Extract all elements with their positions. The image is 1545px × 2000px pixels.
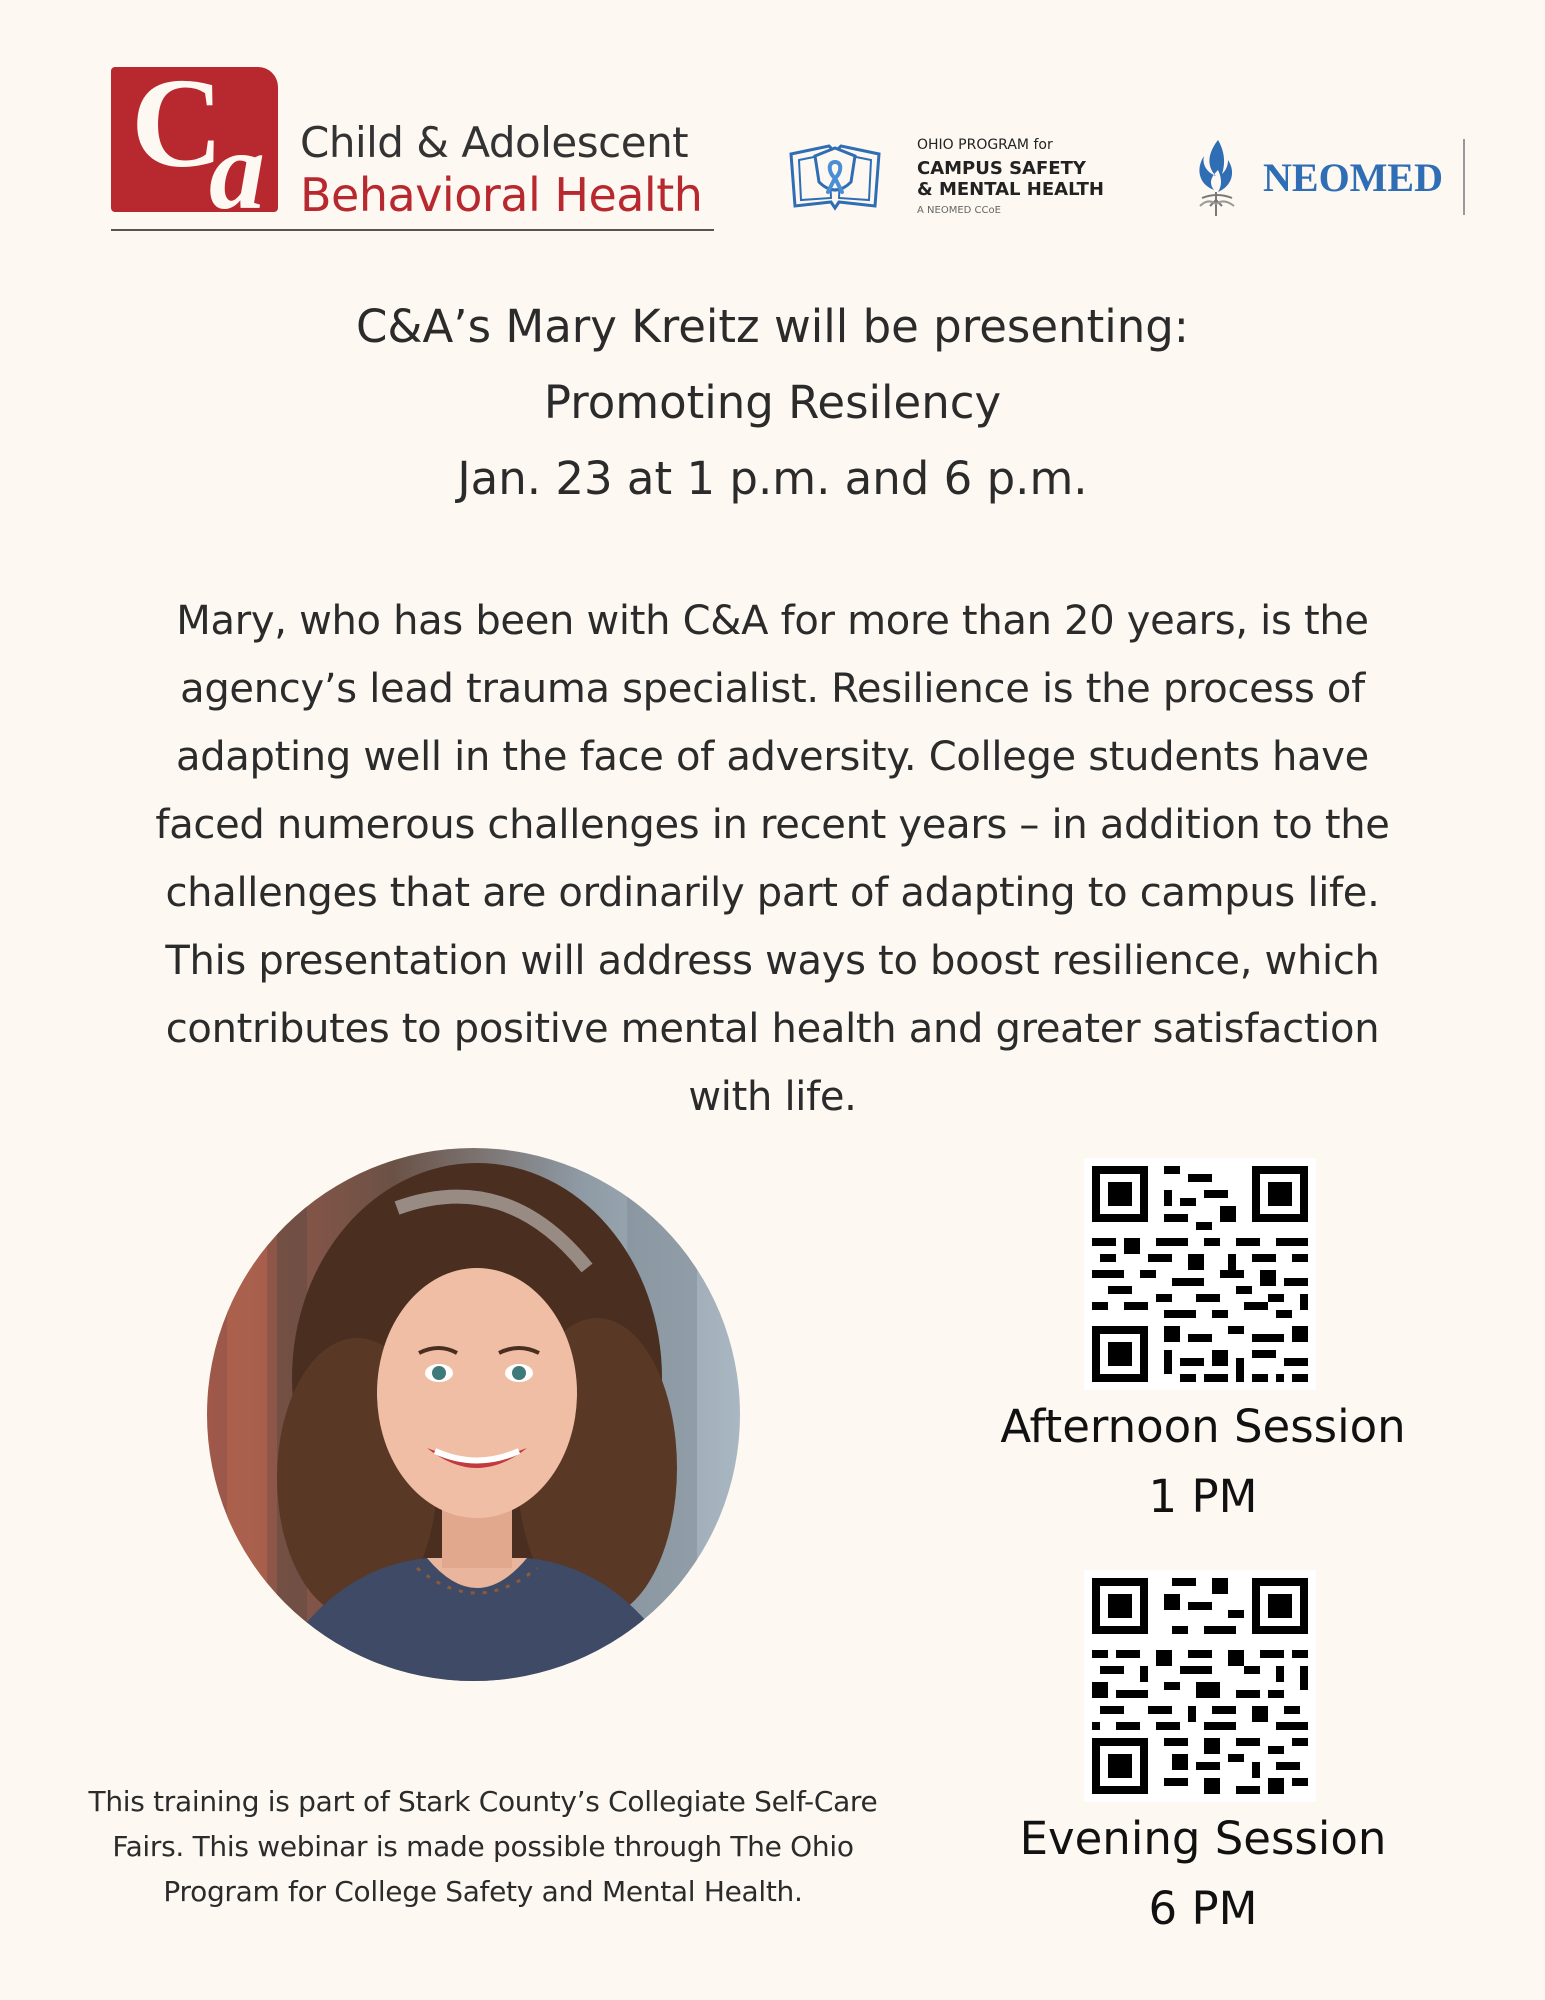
evening-session-time: 6 PM xyxy=(1148,1882,1258,1935)
description-line: agency’s lead trauma specialist. Resilience is the process of xyxy=(180,666,1365,712)
afternoon-session-time: 1 PM xyxy=(1148,1470,1258,1523)
description-line: faced numerous challenges in recent years – in addition to the xyxy=(155,802,1390,848)
ohio-program-line-2: CAMPUS SAFETY xyxy=(917,158,1086,179)
ca-logo-mark xyxy=(111,67,278,212)
headline-title: Promoting Resilency xyxy=(543,376,1002,429)
description-line: with life. xyxy=(688,1074,857,1120)
footer-line-2: Fairs. This webinar is made possible through The Ohio xyxy=(112,1830,854,1863)
headline-presenter: C&A’s Mary Kreitz will be presenting: xyxy=(356,300,1189,353)
qr-code-afternoon[interactable] xyxy=(1084,1158,1316,1390)
ohio-program-book-icon xyxy=(785,136,885,216)
ca-name-line-1: Child & Adolescent xyxy=(300,118,689,167)
description-line: Mary, who has been with C&A for more than 20 years, is the xyxy=(176,598,1369,644)
afternoon-session-label: Afternoon Session xyxy=(1000,1400,1406,1453)
description-line: challenges that are ordinarily part of adapting to campus life. xyxy=(165,870,1380,916)
qr-code-evening[interactable] xyxy=(1084,1570,1316,1802)
description-line: This presentation will address ways to boost resilience, which xyxy=(165,938,1380,984)
description-line: contributes to positive mental health and greater satisfaction xyxy=(165,1006,1380,1052)
headline-date: Jan. 23 at 1 p.m. and 6 p.m. xyxy=(457,452,1088,505)
presenter-photo xyxy=(207,1148,740,1681)
neomed-flame-icon xyxy=(1192,136,1242,220)
ca-logo-letter-a: a xyxy=(209,109,265,212)
ohio-program-line-4: A NEOMED CCoE xyxy=(917,205,1001,216)
neomed-wordmark: NEOMED xyxy=(1263,155,1443,200)
neomed-divider xyxy=(1463,139,1465,215)
ohio-program-line-3: & MENTAL HEALTH xyxy=(917,179,1104,200)
evening-session-label: Evening Session xyxy=(1019,1812,1387,1865)
ca-logo-underline xyxy=(111,229,714,231)
description-line: adapting well in the face of adversity. College students have xyxy=(176,734,1369,780)
footer-line-1: This training is part of Stark County’s Collegiate Self-Care xyxy=(88,1785,878,1818)
ca-logo-letter-c: C xyxy=(131,67,224,194)
ca-name-line-2: Behavioral Health xyxy=(300,168,703,222)
footer-line-3: Program for College Safety and Mental Health. xyxy=(163,1875,803,1908)
ohio-program-line-1: OHIO PROGRAM for xyxy=(917,137,1053,153)
